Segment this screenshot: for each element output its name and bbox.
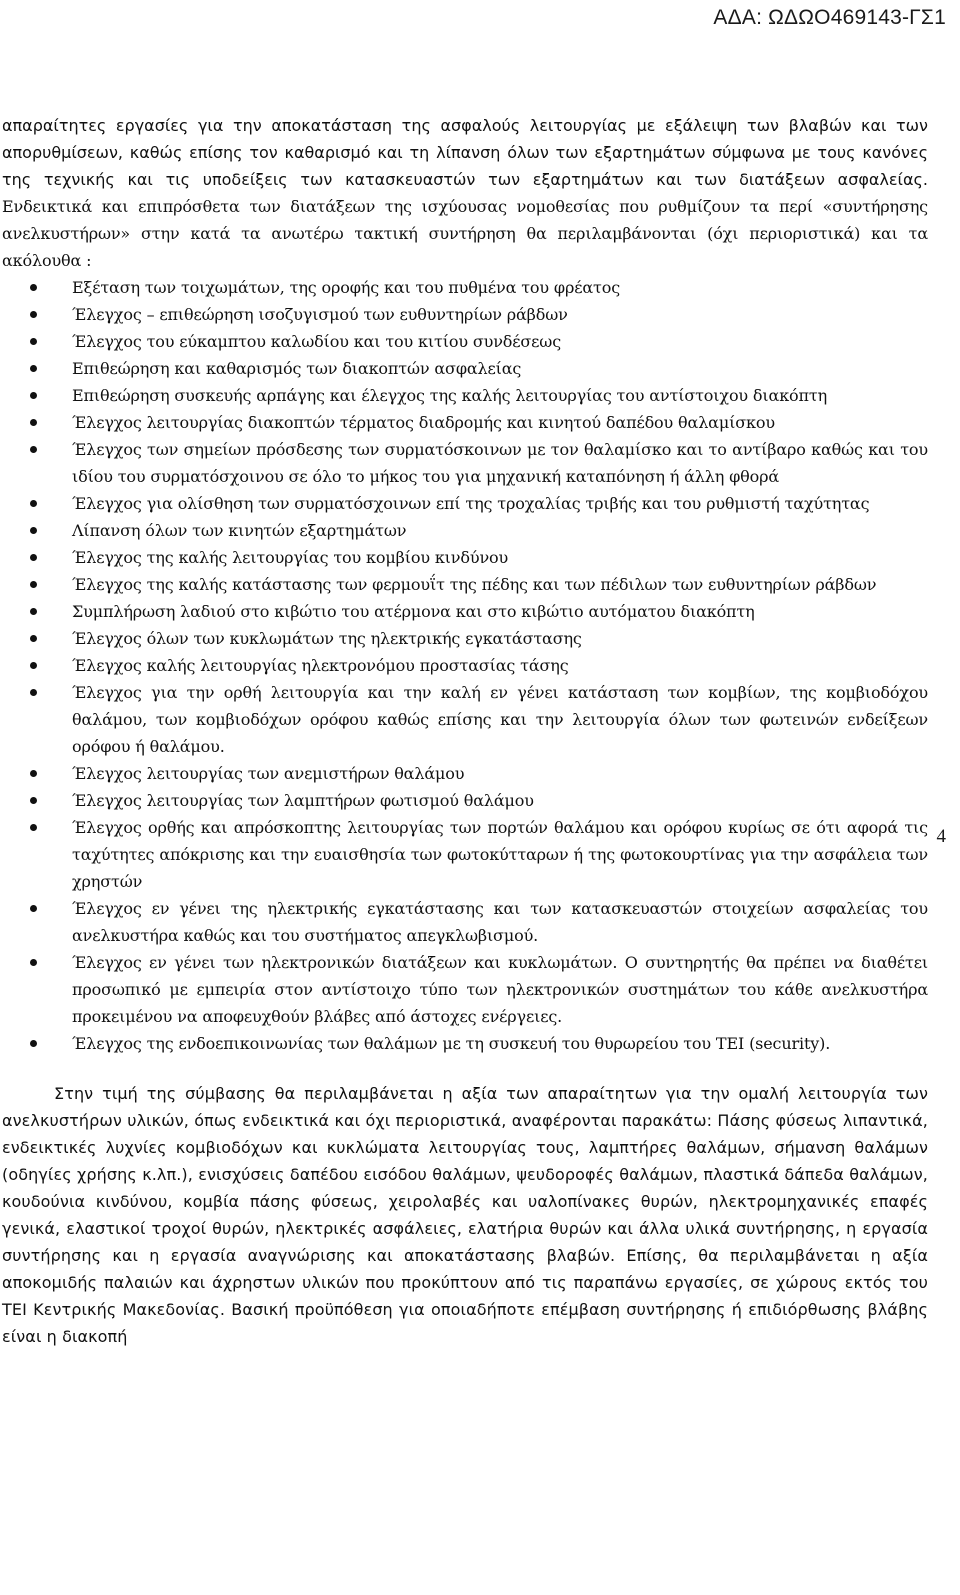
checklist-item — [2, 895, 928, 949]
checklist-item-text: Έλεγχος για ολίσθηση των συρματόσχοινων επί της τροχαλίας τριβής και του ρυθμιστή ταχύτητας — [72, 494, 870, 513]
checklist-item — [2, 274, 928, 301]
checklist-item — [2, 760, 928, 787]
bullet-icon — [30, 824, 37, 831]
checklist-item-text: Συμπλήρωση λαδιού στο κιβώτιο του ατέρμονα και στο κιβώτιο αυτόματου διακόπτη — [72, 602, 755, 621]
checklist-item — [2, 679, 928, 760]
page-number: 4 — [936, 826, 946, 847]
checklist-item — [2, 652, 928, 679]
bullet-icon — [30, 581, 37, 588]
checklist-item-text: Έλεγχος λειτουργίας διακοπτών τέρματος διαδρομής και κινητού δαπέδου θαλαμίσκου — [72, 413, 775, 432]
bullet-icon — [30, 1040, 37, 1047]
checklist-item-text: Λίπανση όλων των κινητών εξαρτημάτων — [72, 521, 407, 540]
intro-paragraph — [2, 112, 928, 274]
checklist-item — [2, 1030, 928, 1057]
checklist-item — [2, 409, 928, 436]
bullet-icon — [30, 419, 37, 426]
checklist-item — [2, 544, 928, 571]
checklist-item — [2, 787, 928, 814]
checklist-item-text: Έλεγχος ορθής και απρόσκοπτης λειτουργίας των πορτών θαλάμου και ορόφου κυρίως σε ότι αφορά τις ταχύτητες απόκρισης και την ευαισθησία των φωτοκύτταρων ή της φωτοκουρτίνας για την ασφάλεια των χρηστών — [72, 818, 928, 891]
bullet-icon — [30, 446, 37, 453]
checklist-item-text: Έλεγχος λειτουργίας των λαμπτήρων φωτισμού θαλάμου — [72, 791, 534, 810]
checklist-item — [2, 382, 928, 409]
checklist-item-text: Επιθεώρηση συσκευής αρπάγης και έλεγχος της καλής λειτουργίας του αντίστοιχου διακόπτη — [72, 386, 828, 405]
bullet-icon — [30, 662, 37, 669]
checklist-item — [2, 328, 928, 355]
checklist-item-text: Έλεγχος της ενδοεπικοινωνίας των θαλάμων με τη συσκευή του θυρωρείου του ΤΕΙ (security). — [72, 1034, 831, 1053]
checklist-item — [2, 517, 928, 544]
checklist-item-text: Έλεγχος των σημείων πρόσδεσης των συρματόσκοινων με τον θαλαμίσκο και το αντίβαρο καθώς και του ιδίου του συρματόσχοινου σε όλο το μήκος του για μηχανική καταπόνηση ή άλλη φθορά — [72, 440, 928, 486]
bullet-icon — [30, 635, 37, 642]
bullet-icon — [30, 770, 37, 777]
checklist-item-text: Έλεγχος – επιθεώρηση ισοζυγισμού των ευθυντηρίων ράβδων — [72, 305, 568, 324]
bullet-icon — [30, 392, 37, 399]
bullet-icon — [30, 500, 37, 507]
checklist-item — [2, 301, 928, 328]
checklist-item-text: Εξέταση των τοιχωμάτων, της οροφής και του πυθμένα του φρέατος — [72, 278, 621, 297]
bullet-icon — [30, 311, 37, 318]
checklist-item — [2, 436, 928, 490]
maintenance-checklist — [2, 274, 928, 1057]
document-code: ΑΔΑ: ΩΔΩΟ469143-ΓΣ1 — [713, 6, 946, 29]
bullet-icon — [30, 338, 37, 345]
bullet-icon — [30, 689, 37, 696]
bullet-icon — [30, 284, 37, 291]
checklist-item-text: Έλεγχος της καλής κατάστασης των φερμουΐτ της πέδης και των πέδιλων των ευθυντηρίων ράβδων — [72, 575, 877, 594]
checklist-item-text: Επιθεώρηση και καθαρισμός των διακοπτών ασφαλείας — [72, 359, 522, 378]
checklist-item — [2, 949, 928, 1030]
contract-price-paragraph: Στην τιμή της σύμβασης θα περιλαμβάνεται η αξία των απαραίτητων για την ομαλή λειτουργία των ανελκυστήρων υλικών, όπως ενδεικτικά και όχι περιοριστικά, αναφέρονται παρακάτω: Πάσης φύσεως λιπαντικά, ενδεικτικές λυχνίες κομβιοδόχων και κυκλώματα λειτουργίας τους, λαμπτήρες θαλάμων, σήμανση θαλάμων (οδηγίες χρήσης κ.λπ.), ενισχύσεις δαπέδου εισόδου θαλάμων, ψευδοροφές θαλάμων, πλαστικά δάπεδα θαλάμων, κουδούνια κινδύνου, κομβία πάσης φύσεως, χειρολαβές και υαλοπίνακες θυρών, ηλεκτρομηχανικές επαφές γενικά, ελαστικοί τροχοί θυρών, ηλεκτρικές ασφάλειες, ελατήρια θυρών και άλλα υλικά συντήρησης, η εργασία συντήρησης και η εργασία αναγνώρισης και αποκατάστασης βλαβών. Επίσης, θα περιλαμβάνεται η αξία αποκομιδής παλαιών και άχρηστων υλικών που προκύπτουν από τις παραπάνω εργασίες, σε χώρους εκτός του ΤΕΙ Κεντρικής Μακεδονίας. Βασική προϋπόθεση για οποιαδήποτε επέμβαση συντήρησης ή επιδιόρθωσης βλάβης είναι η διακοπή — [2, 1084, 928, 1346]
checklist-item-text: Έλεγχος εν γένει των ηλεκτρονικών διατάξεων και κυκλωμάτων. Ο συντηρητής θα πρέπει να διαθέτει προσωπικό με εμπειρία στον αντίστοιχο τύπο των ηλεκτρονικών συστημάτων του κάθε ανελκυστήρα προκειμένου να αποφευχθούν βλάβες από άστοχες ενέργειες. — [72, 953, 928, 1026]
checklist-item — [2, 355, 928, 382]
checklist-item-text: Έλεγχος εν γένει της ηλεκτρικής εγκατάστασης και των κατασκευαστών στοιχείων ασφαλείας του ανελκυστήρα καθώς και του συστήματος απεγκλωβισμού. — [72, 899, 928, 945]
checklist-item-text: Έλεγχος του εύκαμπτου καλωδίου και του κιτίου συνδέσεως — [72, 332, 562, 351]
checklist-item — [2, 571, 928, 598]
checklist-item-text: Έλεγχος όλων των κυκλωμάτων της ηλεκτρικής εγκατάστασης — [72, 629, 582, 648]
checklist-item-text: Έλεγχος της καλής λειτουργίας του κομβίου κινδύνου — [72, 548, 509, 567]
intro-text-part1: απαραίτητες εργασίες για την αποκατάσταση της ασφαλούς λειτουργίας με εξάλειψη των βλαβών και των απορυθμίσεων, καθώς επίσης τον καθαρισμό και τη λίπανση όλων των εξαρτημάτων σύμφωνα με τους κανόνες της τεχνικής και τις υποδείξεις των κατασκευαστών των εξαρτημάτων και των διατάξεων ασφαλείας. — [2, 116, 928, 189]
checklist-item — [2, 625, 928, 652]
checklist-item — [2, 490, 928, 517]
bullet-icon — [30, 554, 37, 561]
checklist-item — [2, 814, 928, 895]
checklist-item-text: Έλεγχος για την ορθή λειτουργία και την καλή εν γένει κατάσταση των κομβίων, της κομβιοδόχου θαλάμου, των κομβιοδόχων ορόφου καθώς επίσης και την λειτουργία όλων των φωτεινών ενδείξεων ορόφου ή θαλάμου. — [72, 683, 928, 756]
bullet-icon — [30, 365, 37, 372]
checklist-item-text: Έλεγχος καλής λειτουργίας ηλεκτρονόμου προστασίας τάσης — [72, 656, 569, 675]
bullet-icon — [30, 959, 37, 966]
document-body — [2, 112, 928, 1350]
intro-text-part2: Ενδεικτικά και επιπρόσθετα των διατάξεων της ισχύουσας νομοθεσίας που ρυθμίζουν τα περί «συντήρησης ανελκυστήρων» στην κατά τα ανωτέρω τακτική συντήρηση θα περιλαμβάνονται (όχι περιοριστικά) και τα ακόλουθα : — [2, 197, 928, 270]
bullet-icon — [30, 527, 37, 534]
bullet-icon — [30, 608, 37, 615]
checklist-item — [2, 598, 928, 625]
bullet-icon — [30, 905, 37, 912]
checklist-item-text: Έλεγχος λειτουργίας των ανεμιστήρων θαλάμου — [72, 764, 465, 783]
bullet-icon — [30, 797, 37, 804]
